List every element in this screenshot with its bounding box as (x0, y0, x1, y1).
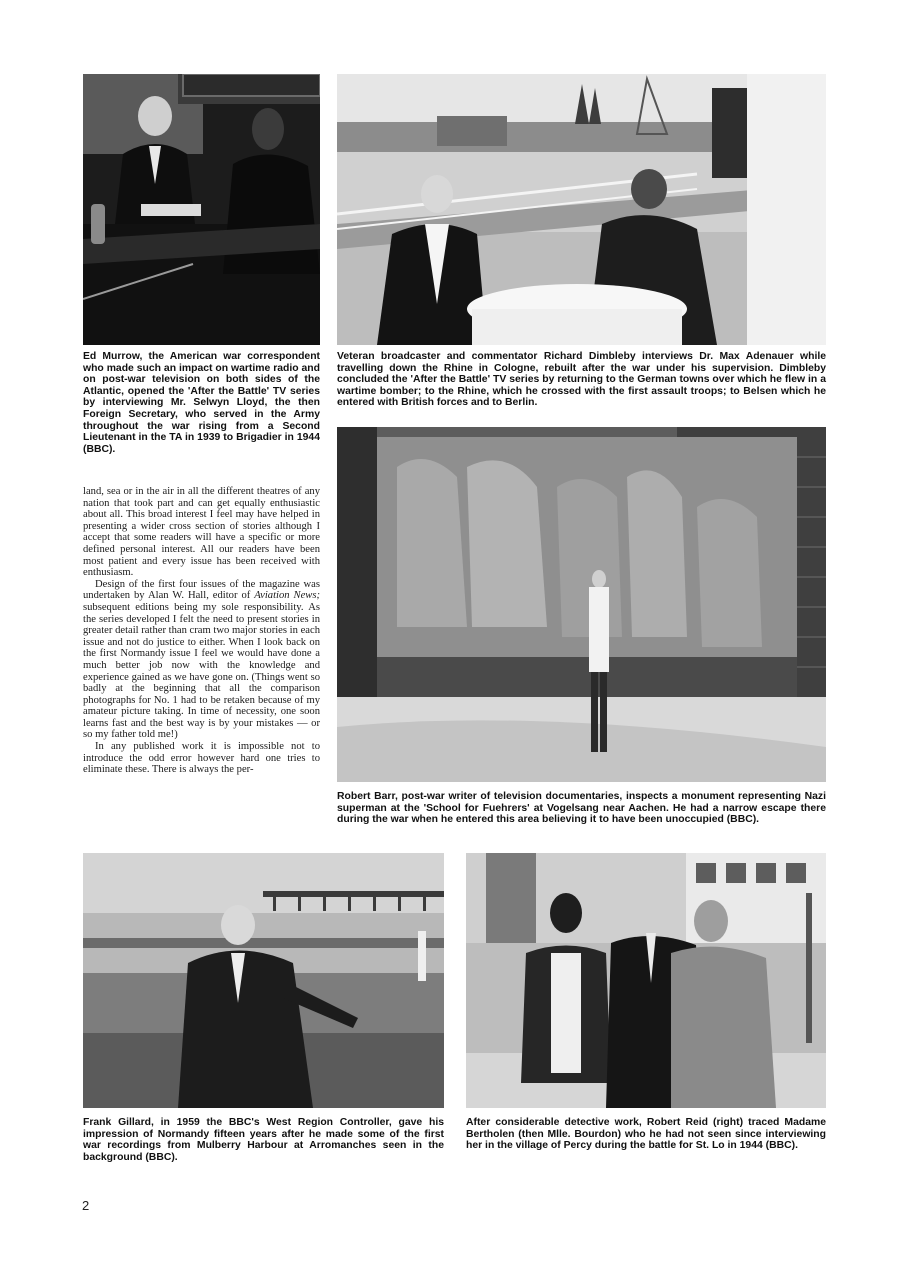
article-body (83, 486, 320, 776)
body-paragraph-2-end: subsequent editions being my sole responsibility. As the series developed I felt the need to present stories in greater detail rather than cram two major stories in each issue and not do justice to either. When I look back on the first Normandy issue I feel we would have done a much better job now with the knowledge and experience gained as we have gone on. (Things went so badly at the beginning that all the comparison photographs for No. 1 had to be retaken because of my amateur picture taking. In time of necessity, one soon learns fast and the best way is by your mistakes — or so my father told me!) (83, 601, 320, 741)
magazine-title: Aviation News; (254, 590, 320, 602)
caption-murrow: Ed Murrow, the American war correspondent who made such an impact on wartime radio and on post-war television on both sides of the Atlantic, opened the 'After the Battle' TV series by interviewing Mr. Selwyn Lloyd, the then Foreign Secretary, who served in the Army throughout the war rising from a Second Lieutenant in the TA in 1939 to Brigadier in 1944 (BBC). (83, 351, 320, 455)
caption-gillard: Frank Gillard, in 1959 the BBC's West Region Controller, gave his impression of Normandy fifteen years after he made some of the first war recordings from Mulberry Harbour at Arromanches seen in the background (BBC). (83, 1117, 444, 1163)
page-number: 2 (82, 1198, 90, 1213)
photo-reid-bertholen (466, 853, 826, 1108)
body-paragraph-2 (83, 579, 320, 741)
photo-gillard-arromanches (83, 853, 444, 1108)
caption-barr: Robert Barr, post-war writer of television documentaries, inspects a monument representing Nazi superman at the 'School for Fuehrers' at Vogelsang near Aachen. He had a narrow escape there during the war when he entered this area believing it to have been unoccupied (BBC). (337, 791, 826, 826)
body-paragraph-1: land, sea or in the air in all the different theatres of any nation that took part and can get equally enthusiastic about all. This broad interest I feel may have helped in presenting a wider cross section of stories although I accept that some readers will have a specific or more defined personal interest. All our readers have been most patient and every issue has been received with enthusiasm. (83, 486, 320, 579)
caption-reid: After considerable detective work, Robert Reid (right) traced Madame Bertholen (then Mlle. Bourdon) who he had not seen since interviewing her in the village of Percy during the battle for St. Lo in 1944 (BBC). (466, 1117, 826, 1152)
photo-dimbleby-adenauer (337, 74, 826, 345)
body-paragraph-2-start: Design of the first four issues of the magazine was undertaken by Alan W. Hall, editor of (83, 578, 320, 602)
caption-dimbleby: Veteran broadcaster and commentator Richard Dimbleby interviews Dr. Max Adenauer while travelling down the Rhine in Cologne, rebuilt after the war under his supervision. Dimbleby concluded the 'After the Battle' TV series by returning to the German towns over which he flew in a wartime bomber; to the Rhine, which he crossed with the first assault troops; to Belsen which he entered with British forces and to Berlin. (337, 351, 826, 409)
photo-murrow-interview (83, 74, 320, 345)
photo-barr-monument (337, 427, 826, 782)
body-paragraph-3: In any published work it is impossible not to introduce the odd error however hard one tries to eliminate these. There is always the per- (83, 741, 320, 776)
